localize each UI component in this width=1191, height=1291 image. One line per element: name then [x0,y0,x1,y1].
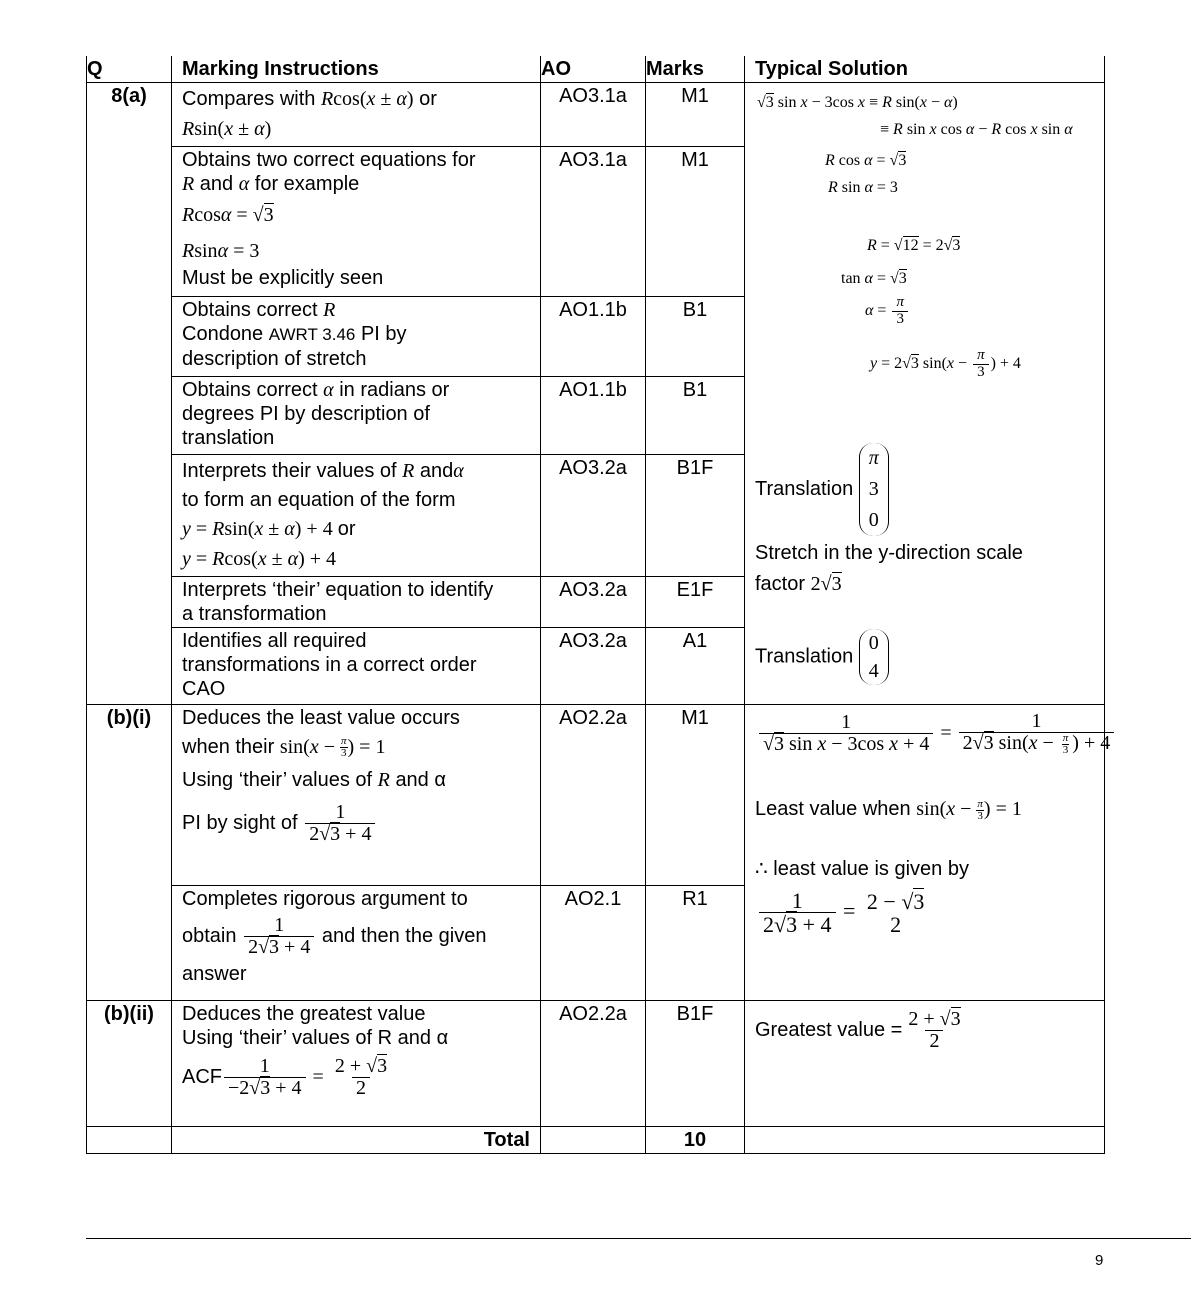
marking-instruction: Compares with Rcos(x ± α) or Rsin(x ± α) [172,83,541,147]
marking-instruction: Obtains correct R Condone AWRT 3.46 PI by description of stretch [172,297,541,377]
header-marks: Marks [646,56,745,83]
table-row [87,1001,1105,1127]
marking-instruction: Obtains correct α in radians or degrees PI by description of translation [172,377,541,455]
marking-instruction: Deduces the least value occurs when their sin(x − $\frac{\pi}{3}$ ) = 1 Using ‘their’ values of R and α PI by sight of $\frac{1}{2√3 + 4}$ [172,705,541,886]
ao-code: AO3.1a [541,83,646,147]
translation-vector-1: π 3 0 [859,443,889,536]
translation-label-2: Translation [755,645,854,668]
mark-code: M1 [646,147,745,297]
question-label: 8(a) [87,83,172,705]
mark-code: R1 [646,886,745,1001]
marking-instruction: Obtains two correct equations for R and α for example Rcosα = √3 Rsinα = 3 Must be explicitly seen [172,147,541,297]
mark-code: E1F [646,577,745,628]
total-label: Total [172,1127,541,1154]
mark-code: M1 [646,83,745,147]
total-marks: 10 [646,1127,745,1154]
typical-solution-8a: √3 sin x − 3cos x ≡ R sin(x − α) ≡ R sin x cos α − R cos x sin α R cos α = √3 R sin α = 3 R = √12 = 2√3 tan α = √3 α = $\frac{\pi}{3}$ y = 2√3 sin(x − $\frac{\pi}{3}$ ) + 4 Translation π 3 0 Stretch in the y-direction scale factor 2√3 Translation 0 4 [745,83,1105,705]
marking-instruction: Deduces the greatest value Using ‘their’ values of R and α ACF $\frac{1}{-2√3 + 4}$ = $\frac{2 + √3}{2}$ [172,1001,541,1127]
ao-code: AO2.2a [541,1001,646,1127]
mark-code: M1 [646,705,745,886]
stretch-description: Stretch in the y-direction scale [755,542,1023,564]
header-marking-instructions: Marking Instructions [172,56,541,83]
total-row [87,1127,1105,1154]
marking-instruction: Interprets their values of R andα to form an equation of the form y = Rsin(x ± α) + 4 or y = Rcos(x ± α) + 4 [172,455,541,577]
page-number: 9 [1095,1252,1104,1269]
marking-instruction: Identifies all required transformations in a correct order CAO [172,628,541,705]
ao-code: AO3.1a [541,147,646,297]
ao-code: AO2.1 [541,886,646,1001]
least-value-statement: ∴ least value is given by [755,858,969,880]
typical-solution-b-i: $\frac{1}{\text{√3 sin x − 3cos x + 4}}$ = 1 2√3 sin(x − $\frac{\pi}{3}$ ) + 4 Least value when sin(x − $\frac{\pi}{3}$ ) = 1 ∴ least value is given by $\frac{1}{2√3 + 4}$ = 2 − √3 2 [745,705,1105,1001]
translation-label-1: Translation [755,477,854,500]
table-row [87,705,1105,886]
question-label: (b)(i) [87,705,172,1001]
mark-code: A1 [646,628,745,705]
typical-solution-b-ii: Greatest value = $\frac{2 + √3}{2}$ [745,1001,1105,1127]
ao-code: AO3.2a [541,577,646,628]
translation-vector-2: 0 4 [859,629,889,685]
header-typical-solution: Typical Solution [745,56,1105,83]
mark-scheme-table [86,56,1111,1154]
mark-code: B1 [646,377,745,455]
ao-code: AO1.1b [541,377,646,455]
ao-code: AO2.2a [541,705,646,886]
header-q: Q [87,56,172,83]
header-row [87,56,1105,83]
question-label: (b)(ii) [87,1001,172,1127]
marking-instruction: Completes rigorous argument to obtain $\frac{1}{2√3 + 4}$ and then the given answer [172,886,541,1001]
mark-code: B1F [646,455,745,577]
marking-instruction: Interprets ‘their’ equation to identify a transformation [172,577,541,628]
ao-code: AO3.2a [541,628,646,705]
table-row [87,83,1105,147]
mark-code: B1F [646,1001,745,1127]
mark-code: B1 [646,297,745,377]
ao-code: AO3.2a [541,455,646,577]
footer-rule [86,1238,1191,1239]
ao-code: AO1.1b [541,297,646,377]
header-ao: AO [541,56,646,83]
